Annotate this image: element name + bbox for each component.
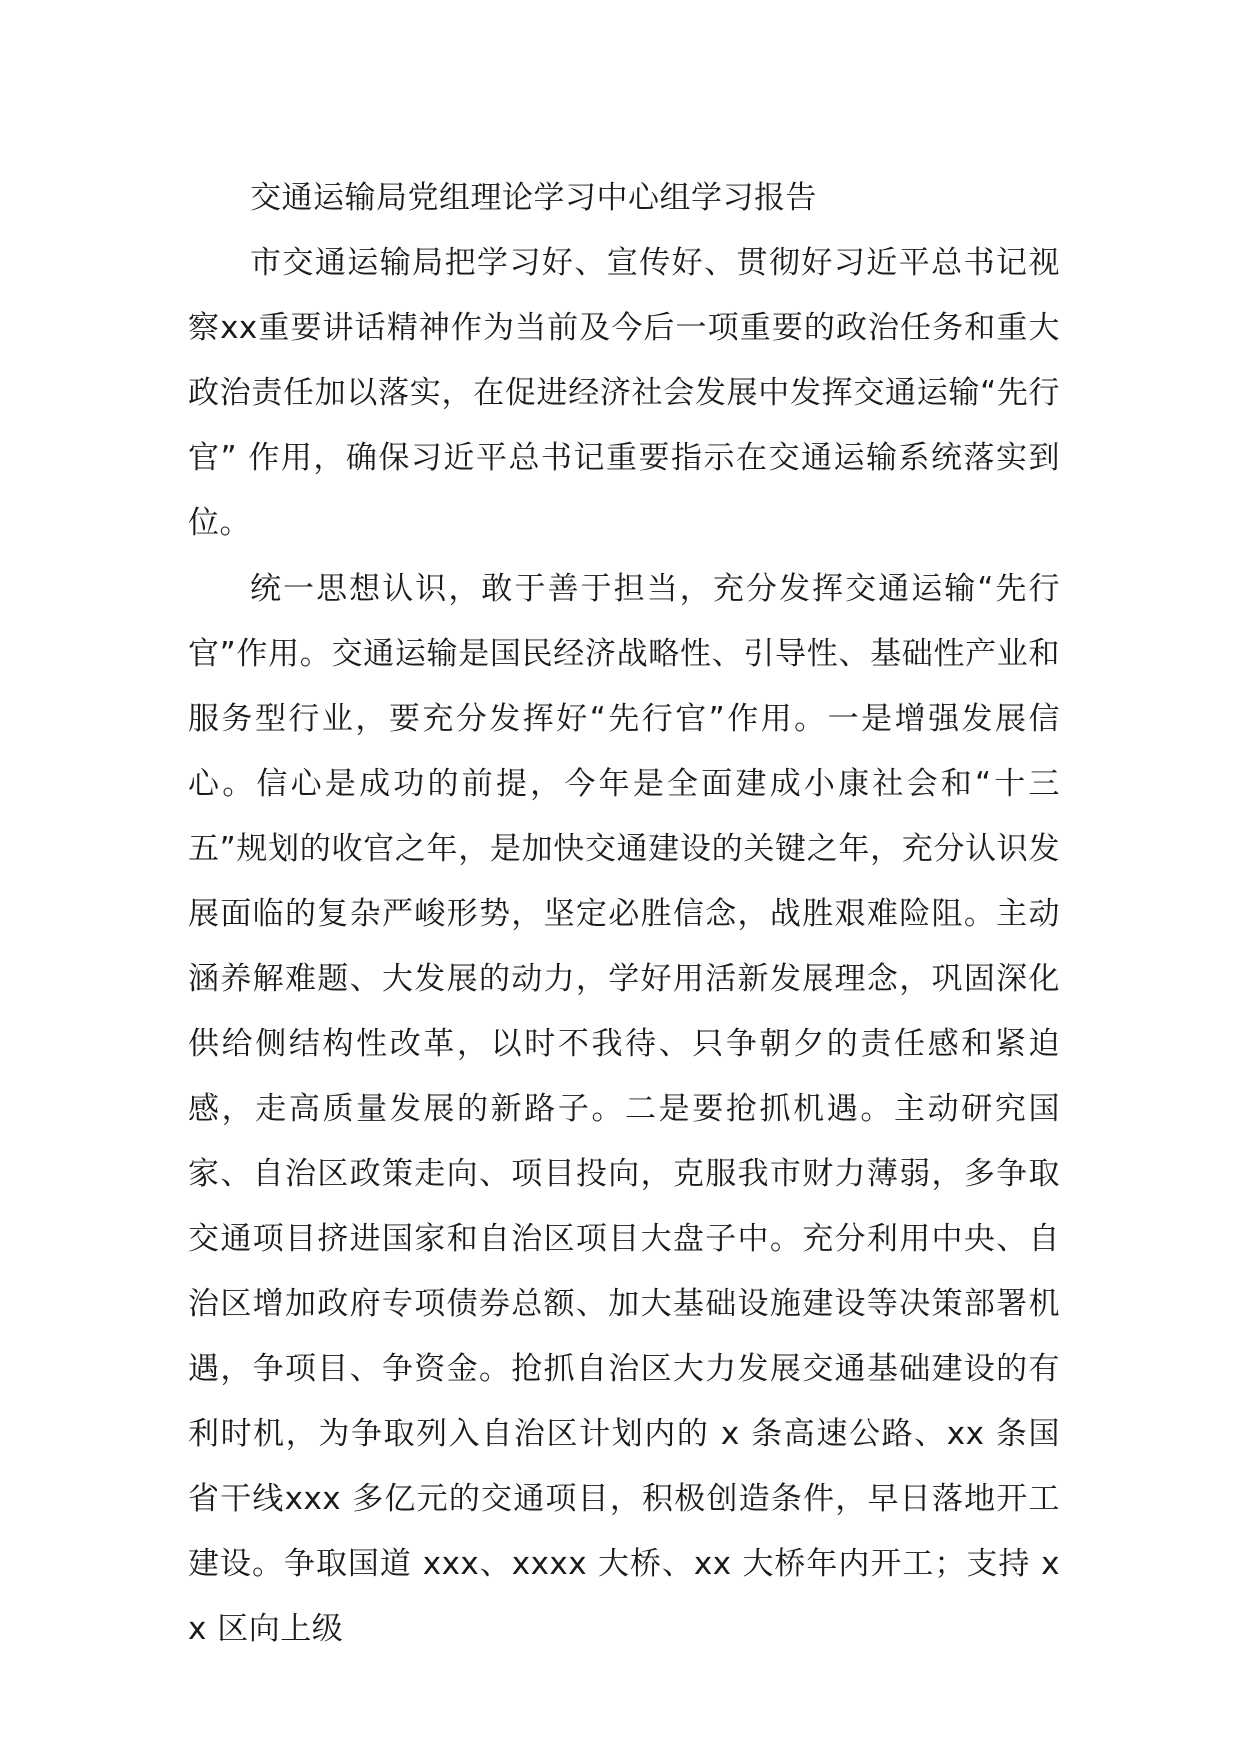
paragraph-2: 统一思想认识，敢于善于担当，充分发挥交通运输“先行官”作用。交通运输是国民经济战略性、引导性、基础性产业和服务型行业，要充分发挥好“先行官”作用。一是增强发展信心。信心是成功的前提，今年是全面建成小康社会和“十三五”规划的收官之年，是加快交通建设的关键之年，充分认识发展面临的复杂严峻形势，坚定必胜信念，战胜艰难险阻。主动涵养解难题、大发展的动力，学好用活新发展理念，巩固深化供给侧结构性改革，以时不我待、只争朝夕的责任感和紧迫感，走高质量发展的新路子。二是要抢抓机遇。主动研究国家、自治区政策走向、项目投向，克服我市财力薄弱，多争取交通项目挤进国家和自治区项目大盘子中。充分利用中央、自治区增加政府专项债券总额、加大基础设施建设等决策部署机遇，争项目、争资金。抢抓自治区大力发展交通基础建设的有利时机，为争取列入自治区计划内的 x 条高速公路、xx 条国省干线xxx 多亿元的交通项目，积极创造条件，早日落地开工建设。争取国道 xxx、xxxx 大桥、xx 大桥年内开工；支持 xx 区向上级 bbox=[188, 571, 1060, 1647]
paragraph-1: 市交通运输局把学习好、宣传好、贯彻好习近平总书记视察xx重要讲话精神作为当前及今后一项重要的政治任务和重大政治责任加以落实，在促进经济社会发展中发挥交通运输“先行官” 作用，确保习近平总书记重要指示在交通运输系统落实到位。 bbox=[188, 245, 1060, 541]
document-body bbox=[188, 166, 1060, 1662]
document-title: 交通运输局党组理论学习中心组学习报告 bbox=[250, 180, 817, 216]
